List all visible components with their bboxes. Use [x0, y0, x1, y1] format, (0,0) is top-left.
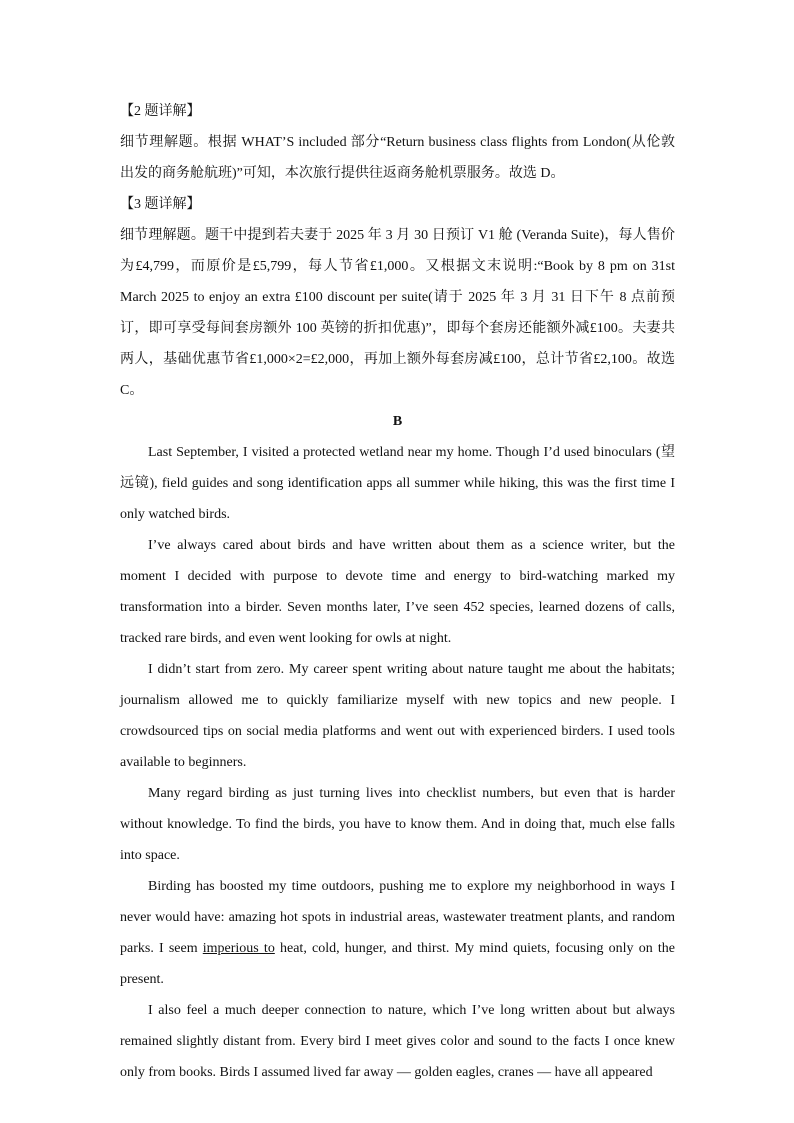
p5-text-before: Birding has boosted my time outdoors, pushing me to explore my neighborhood in ways I never would have: amazing hot spots in industrial areas, wastewater treatment plants, and random parks. I seem [120, 879, 675, 956]
passage-label: B [392, 414, 403, 429]
section2-text: 细节理解题。根据 WHAT’S included 部分“Return business class flights from London(从伦敦出发的商务舱航班)”可知，本次旅行提供往返商务舱机票服务。故选 D。 [120, 135, 675, 181]
passage-paragraph-1: Last September, I visited a protected wetland near my home. Though I’d used binoculars (望远镜), field guides and song identification apps all summer while hiking, this was the first time I only watched birds. [120, 445, 675, 522]
passage-paragraph-6: I also feel a much deeper connection to nature, which I’ve long written about but always remained slightly distant from. Every bird I meet gives color and sound to the facts I once knew only from books. Birds I assumed lived far away — golden eagles, cranes — have all appeared [120, 1003, 675, 1080]
section3-text: 细节理解题。题干中提到若夫妻于 2025 年 3 月 30 日预订 V1 舱 (Veranda Suite)，每人售价为£4,799，而原价是£5,799，每人节省£1,000。又根据文末说明:“Book by 8 pm on 31st March 2025 to enjoy an extra £100 discount per suite(请于 2025 年 3 月 31 日下午 8 点前预订，即可享受每间套房额外 100 英镑的折扣优惠)”，即每个套房还能额外减£100。夫妻共两人，基础优惠节省£1,000×2=£2,000，再加上额外每套房减£100，总计节省£2,100。故选 C。 [120, 228, 675, 398]
passage-paragraph-3: I didn’t start from zero. My career spent writing about nature taught me about the habitats; journalism allowed me to quickly familiarize myself with new topics and new people. I crowdsourced tips on social media platforms and went out with experienced birders. I used tools available to beginners. [120, 662, 675, 770]
section3-heading: 【3 题详解】 [120, 197, 201, 212]
passage-paragraph-4: Many regard birding as just turning lives into checklist numbers, but even that is harder without knowledge. To find the birds, you have to know them. And in doing that, much else falls into space. [120, 786, 675, 863]
passage-paragraph-5 [120, 871, 675, 995]
underlined-phrase: imperious to [202, 941, 275, 956]
document-page [120, 96, 675, 1088]
passage-paragraph-2: I’ve always cared about birds and have written about them as a science writer, but the moment I decided with purpose to devote time and energy to bird-watching marked my transformation into a birder. Seven months later, I’ve seen 452 species, learned dozens of calls, tracked rare birds, and even went looking for owls at night. [120, 538, 675, 646]
p5-text-after: heat, cold, hunger, and thirst. My mind quiets, focusing only on the present. [120, 941, 675, 987]
section2-heading: 【2 题详解】 [120, 104, 201, 119]
